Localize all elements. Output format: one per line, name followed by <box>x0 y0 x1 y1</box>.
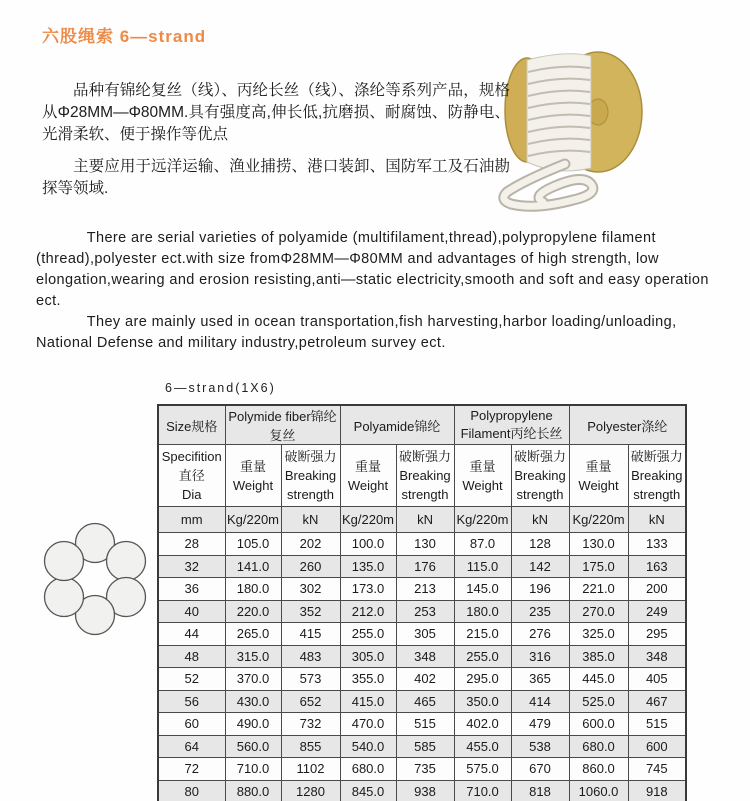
value-cell: 348 <box>628 645 686 668</box>
value-cell: 100.0 <box>340 533 396 556</box>
value-cell: 235 <box>511 600 569 623</box>
unit-mm: mm <box>158 507 225 533</box>
value-cell: 402.0 <box>454 713 511 736</box>
value-cell: 490.0 <box>225 713 281 736</box>
breaking-header-1: 破断强力 Breaking strength <box>281 445 340 507</box>
value-cell: 145.0 <box>454 578 511 601</box>
value-cell: 220.0 <box>225 600 281 623</box>
value-cell: 525.0 <box>569 690 628 713</box>
table-row <box>158 623 686 646</box>
value-cell: 1280 <box>281 780 340 801</box>
col-group-polypropylene: Polypropylene Filament丙纶长丝 <box>454 405 569 445</box>
value-cell: 212.0 <box>340 600 396 623</box>
value-cell: 295 <box>628 623 686 646</box>
value-cell: 255.0 <box>340 623 396 646</box>
col-group-polyamide: Polyamide锦纶 <box>340 405 454 445</box>
value-cell: 845.0 <box>340 780 396 801</box>
value-cell: 600 <box>628 735 686 758</box>
value-cell: 467 <box>628 690 686 713</box>
unit-kg-1: Kg/220m <box>225 507 281 533</box>
unit-row <box>158 507 686 533</box>
value-cell: 600.0 <box>569 713 628 736</box>
value-cell: 670 <box>511 758 569 781</box>
value-cell: 405 <box>628 668 686 691</box>
value-cell: 265.0 <box>225 623 281 646</box>
table-row <box>158 668 686 691</box>
rope-spool-photo <box>495 42 655 217</box>
col-group-polymide-fiber: Polymide fiber锦纶复丝 <box>225 405 340 445</box>
table-row <box>158 555 686 578</box>
value-cell: 176 <box>396 555 454 578</box>
table-row <box>158 713 686 736</box>
value-cell: 202 <box>281 533 340 556</box>
value-cell: 1060.0 <box>569 780 628 801</box>
value-cell: 130 <box>396 533 454 556</box>
spec-line1: Specifition <box>161 449 222 464</box>
group-header-row <box>158 405 686 445</box>
value-cell: 515 <box>628 713 686 736</box>
value-cell: 465 <box>396 690 454 713</box>
weight-header-1: 重量 Weight <box>225 445 281 507</box>
value-cell: 213 <box>396 578 454 601</box>
table-row <box>158 533 686 556</box>
col-group-polyester: Polyester涤纶 <box>569 405 686 445</box>
col-group-size: Size规格 <box>158 405 225 445</box>
breaking-header-4: 破断强力 Breaking strength <box>628 445 686 507</box>
weight-header-3: 重量 Weight <box>454 445 511 507</box>
value-cell: 215.0 <box>454 623 511 646</box>
value-cell: 918 <box>628 780 686 801</box>
value-cell: 710.0 <box>454 780 511 801</box>
value-cell: 680.0 <box>340 758 396 781</box>
size-cell: 64 <box>158 735 225 758</box>
unit-kn-4: kN <box>628 507 686 533</box>
table-caption: 6—strand(1X6) <box>165 381 276 395</box>
value-cell: 316 <box>511 645 569 668</box>
value-cell: 515 <box>396 713 454 736</box>
zh-paragraph-1: 品种有锦纶复丝（线）、丙纶长丝（线）、涤纶等系列产品，规格从Φ28MM—Φ80MM.具有强度高,伸长低,抗磨损、耐腐蚀、防静电、光滑柔软、便于操作等优点 <box>42 82 510 143</box>
spec-table-container <box>157 404 685 801</box>
value-cell: 880.0 <box>225 780 281 801</box>
value-cell: 249 <box>628 600 686 623</box>
breaking-header-3: 破断强力 Breaking strength <box>511 445 569 507</box>
value-cell: 680.0 <box>569 735 628 758</box>
value-cell: 200 <box>628 578 686 601</box>
spec-dia-header <box>158 445 225 507</box>
table-row <box>158 758 686 781</box>
size-cell: 48 <box>158 645 225 668</box>
value-cell: 270.0 <box>569 600 628 623</box>
value-cell: 255.0 <box>454 645 511 668</box>
value-cell: 253 <box>396 600 454 623</box>
weight-header-4: 重量 Weight <box>569 445 628 507</box>
six-strand-cross-section <box>36 503 154 643</box>
value-cell: 455.0 <box>454 735 511 758</box>
value-cell: 652 <box>281 690 340 713</box>
sub-header-row <box>158 445 686 507</box>
value-cell: 370.0 <box>225 668 281 691</box>
page-title: 六股绳索 6—strand <box>42 27 207 46</box>
value-cell: 133 <box>628 533 686 556</box>
unit-kg-4: Kg/220m <box>569 507 628 533</box>
value-cell: 135.0 <box>340 555 396 578</box>
cross-section-circles <box>36 503 154 643</box>
en-paragraph-2: They are mainly used in ocean transportation,fish harvesting,harbor loading/unloading, National Defense and military industry,petroleum survey ect. <box>36 314 677 351</box>
spec-line3: Dia <box>181 487 202 502</box>
value-cell: 575.0 <box>454 758 511 781</box>
value-cell: 818 <box>511 780 569 801</box>
value-cell: 560.0 <box>225 735 281 758</box>
weight-header-2: 重量 Weight <box>340 445 396 507</box>
value-cell: 745 <box>628 758 686 781</box>
table-row <box>158 578 686 601</box>
value-cell: 855 <box>281 735 340 758</box>
unit-kn-2: kN <box>396 507 454 533</box>
value-cell: 173.0 <box>340 578 396 601</box>
value-cell: 415 <box>281 623 340 646</box>
value-cell: 142 <box>511 555 569 578</box>
table-body <box>158 533 686 801</box>
value-cell: 540.0 <box>340 735 396 758</box>
value-cell: 196 <box>511 578 569 601</box>
value-cell: 352 <box>281 600 340 623</box>
value-cell: 430.0 <box>225 690 281 713</box>
value-cell: 276 <box>511 623 569 646</box>
rope-spool-illustration <box>495 42 655 217</box>
size-cell: 44 <box>158 623 225 646</box>
value-cell: 295.0 <box>454 668 511 691</box>
value-cell: 573 <box>281 668 340 691</box>
value-cell: 1102 <box>281 758 340 781</box>
table-row <box>158 690 686 713</box>
unit-kg-3: Kg/220m <box>454 507 511 533</box>
value-cell: 735 <box>396 758 454 781</box>
value-cell: 445.0 <box>569 668 628 691</box>
value-cell: 87.0 <box>454 533 511 556</box>
value-cell: 180.0 <box>225 578 281 601</box>
value-cell: 414 <box>511 690 569 713</box>
value-cell: 710.0 <box>225 758 281 781</box>
value-cell: 585 <box>396 735 454 758</box>
value-cell: 470.0 <box>340 713 396 736</box>
value-cell: 315.0 <box>225 645 281 668</box>
value-cell: 163 <box>628 555 686 578</box>
value-cell: 180.0 <box>454 600 511 623</box>
value-cell: 130.0 <box>569 533 628 556</box>
value-cell: 402 <box>396 668 454 691</box>
table-row <box>158 600 686 623</box>
value-cell: 732 <box>281 713 340 736</box>
value-cell: 348 <box>396 645 454 668</box>
value-cell: 325.0 <box>569 623 628 646</box>
english-intro <box>36 228 731 354</box>
value-cell: 221.0 <box>569 578 628 601</box>
value-cell: 479 <box>511 713 569 736</box>
unit-kn-3: kN <box>511 507 569 533</box>
table-row <box>158 735 686 758</box>
size-cell: 28 <box>158 533 225 556</box>
table-row <box>158 645 686 668</box>
spec-line2: 直径 <box>178 468 205 483</box>
size-cell: 80 <box>158 780 225 801</box>
size-cell: 36 <box>158 578 225 601</box>
value-cell: 115.0 <box>454 555 511 578</box>
value-cell: 305.0 <box>340 645 396 668</box>
value-cell: 141.0 <box>225 555 281 578</box>
spec-table <box>157 404 687 801</box>
value-cell: 128 <box>511 533 569 556</box>
value-cell: 302 <box>281 578 340 601</box>
breaking-header-2: 破断强力 Breaking strength <box>396 445 454 507</box>
value-cell: 355.0 <box>340 668 396 691</box>
value-cell: 260 <box>281 555 340 578</box>
value-cell: 938 <box>396 780 454 801</box>
value-cell: 175.0 <box>569 555 628 578</box>
value-cell: 350.0 <box>454 690 511 713</box>
value-cell: 385.0 <box>569 645 628 668</box>
size-cell: 60 <box>158 713 225 736</box>
table-row <box>158 780 686 801</box>
size-cell: 32 <box>158 555 225 578</box>
value-cell: 538 <box>511 735 569 758</box>
zh-paragraph-2: 主要应用于远洋运输、渔业捕捞、港口装卸、国防军工及石油勘探等领域. <box>42 158 510 197</box>
size-cell: 52 <box>158 668 225 691</box>
size-cell: 40 <box>158 600 225 623</box>
value-cell: 483 <box>281 645 340 668</box>
value-cell: 365 <box>511 668 569 691</box>
value-cell: 305 <box>396 623 454 646</box>
en-paragraph-1: There are serial varieties of polyamide (multifilament,thread),polypropylene filament (thread),polyester ect.with size fromΦ28MM—Φ80MM and advantages of high strength, low elongation,wearing and erosion resisting,anti—static electricity,smooth and soft and easy operation ect. <box>36 230 709 309</box>
chinese-intro <box>42 80 510 210</box>
value-cell: 860.0 <box>569 758 628 781</box>
size-cell: 72 <box>158 758 225 781</box>
value-cell: 415.0 <box>340 690 396 713</box>
unit-kn-1: kN <box>281 507 340 533</box>
size-cell: 56 <box>158 690 225 713</box>
unit-kg-2: Kg/220m <box>340 507 396 533</box>
value-cell: 105.0 <box>225 533 281 556</box>
